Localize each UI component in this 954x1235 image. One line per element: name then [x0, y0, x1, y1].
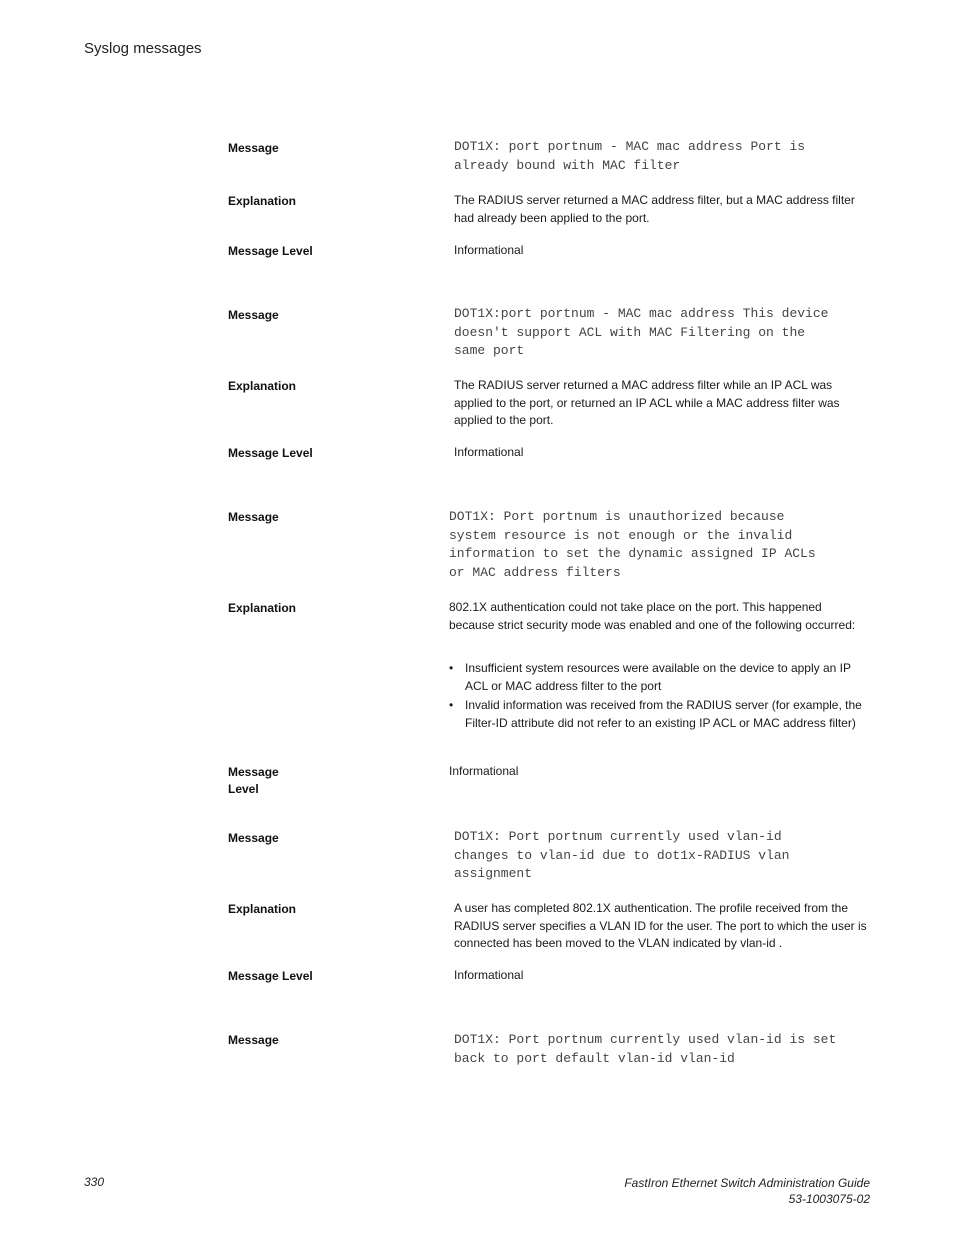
- explanation-label: Explanation: [228, 902, 297, 916]
- message-level-value: Informational: [454, 968, 524, 982]
- bullet-item: [449, 660, 871, 695]
- message-level-value: Informational: [454, 445, 524, 459]
- message-label: Message: [228, 141, 279, 155]
- doc-number: 53-1003075-02: [788, 1192, 870, 1206]
- guide-title: FastIron Ethernet Switch Administration Guide: [624, 1176, 870, 1190]
- explanation-label: Explanation: [228, 601, 297, 615]
- message-text: DOT1X: port portnum - MAC mac address Port is already bound with MAC filter: [454, 139, 806, 173]
- message-label: Message: [228, 510, 279, 524]
- message-word: Message: [228, 765, 279, 779]
- bullet-icon: •: [449, 661, 454, 675]
- message-label: Message: [228, 308, 279, 322]
- message-level-value: Informational: [454, 243, 524, 257]
- page-number: 330: [84, 1175, 105, 1189]
- message-level-label: Message Level: [228, 969, 313, 983]
- message-level-label: Message Level: [228, 446, 313, 460]
- level-word: Level: [228, 782, 259, 796]
- bullet-text: Insufficient system resources were available on the device to apply an IP ACL or MAC address filter to the port: [465, 661, 851, 693]
- running-header: Syslog messages: [84, 40, 202, 57]
- message-level-label: Message Level: [228, 244, 313, 258]
- message-text: DOT1X:port portnum - MAC mac address This device doesn't support ACL with MAC Filtering on the same port: [454, 306, 829, 359]
- explanation-text: A user has completed 802.1X authentication. The profile received from the RADIUS server specifies a VLAN ID for the user. The port to which the user is connected has been moved to the VLAN indicated by vlan-id .: [454, 901, 867, 950]
- bullet-text: Invalid information was received from the RADIUS server (for example, the Filter-ID attribute did not refer to an existing IP ACL or MAC address filter): [465, 698, 862, 730]
- message-level-value: Informational: [449, 764, 519, 778]
- message-label: Message: [228, 1033, 279, 1047]
- explanation-text: The RADIUS server returned a MAC address filter while an IP ACL was applied to the port, or returned an IP ACL while a MAC address filter was applied to the port.: [454, 378, 840, 427]
- explanation-label: Explanation: [228, 379, 297, 393]
- explanation-bullet-list: [449, 660, 871, 734]
- message-text: DOT1X: Port portnum is unauthorized because system resource is not enough or the invalid information to set the dynamic assigned IP ACLs or MAC address filters: [449, 509, 816, 581]
- message-level-label: [228, 764, 279, 798]
- message-text: DOT1X: Port portnum currently used vlan-id is set back to port default vlan-id vlan-id: [454, 1032, 837, 1066]
- bullet-item: [449, 697, 871, 732]
- bullet-icon: •: [449, 698, 454, 712]
- footer-doc-info: [624, 1175, 870, 1207]
- message-text: DOT1X: Port portnum currently used vlan-id changes to vlan-id due to dot1x-RADIUS vlan assignment: [454, 829, 790, 882]
- explanation-text: 802.1X authentication could not take place on the port. This happened because strict security mode was enabled and one of the following occurred:: [449, 600, 856, 632]
- explanation-text: The RADIUS server returned a MAC address filter, but a MAC address filter had already been applied to the port.: [454, 193, 855, 225]
- explanation-label: Explanation: [228, 194, 297, 208]
- message-label: Message: [228, 831, 279, 845]
